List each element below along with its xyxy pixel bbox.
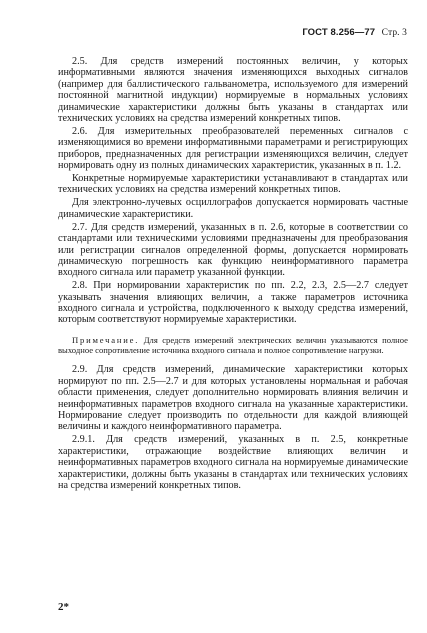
signature-mark: 2* [58, 601, 69, 613]
paragraph-2-5: 2.5. Для средств измерений постоянных величин, у которых информативными являются значения изменяющихся выходных сигналов (например для баллистического гальванометра, используемого для измерений постоянной магнитной индукции) нормируемые в нормальных условиях динамические характеристики должны быть указаны в стандартах или технических условиях на средства измерений конкретных типов. [58, 56, 408, 125]
note-text: Для средств измерений электрических величин указываются полное выходное сопротивление источника входного сигнала и полное сопротивление нагрузки. [58, 334, 408, 356]
paragraph-specific-characteristics: Конкретные нормируемые характеристики устанавливают в стандартах или технических условиях на средства измерений конкретных типов. [58, 173, 408, 196]
note [58, 335, 408, 356]
paragraph-2-6: 2.6. Для измерительных преобразователей переменных сигналов с изменяющимися во времени информативными параметрами и регистрирующих приборов, предназначенных для регистрации изменяющихся величин, следует нормировать одну из полных динамических характеристик, указанных в п. 1.2. [58, 125, 408, 172]
paragraph-2-8: 2.8. При нормировании характеристик по пп. 2.2, 2.3, 2.5—2.7 следует указывать значения влияющих величин, а также параметров источника входного сигнала и устройства, подключенного к выходу средства измерений, которым соответствуют нормируемые характеристики. [58, 280, 408, 326]
standard-number: ГОСТ 8.256—77 [302, 27, 376, 38]
paragraph-oscilloscopes: Для электронно-лучевых осциллографов допускается нормировать частные динамические характеристики. [58, 197, 408, 220]
paragraph-2-9: 2.9. Для средств измерений, динамические характеристики которых нормируют по пп. 2.5—2.7 и для которых установлены нормальная и рабочая области применения, следует дополнительно нормировать влияния величин и неинформативных параметров входного сигнала на указанные характеристики. Нормирование следует производить по отдельности для каждой влияющей величины и каждого неинформативного параметра. [58, 364, 408, 433]
paragraph-2-9-1: 2.9.1. Для средств измерений, указанных в п. 2.5, конкретные характеристики, отражающие воздействие влияющих величин и неинформативных параметров входного сигнала на нормируемые динамические характеристики, должны быть указаны в стандартах или технических условиях на средства измерений конкретных типов. [58, 434, 409, 491]
page-header [302, 27, 407, 38]
document-body [58, 56, 408, 491]
note-label: Примечание. [72, 334, 140, 345]
paragraph-2-7: 2.7. Для средств измерений, указанных в п. 2.6, которые в соответствии со стандартами или техническими условиями предназначены для преобразования или регистрации сигналов определенной формы, допускается нормировать динамическую погрешность как функцию неинформативного параметра входного сигнала или параметр указанной функции. [58, 221, 408, 279]
page-number: Стр. 3 [381, 28, 407, 38]
